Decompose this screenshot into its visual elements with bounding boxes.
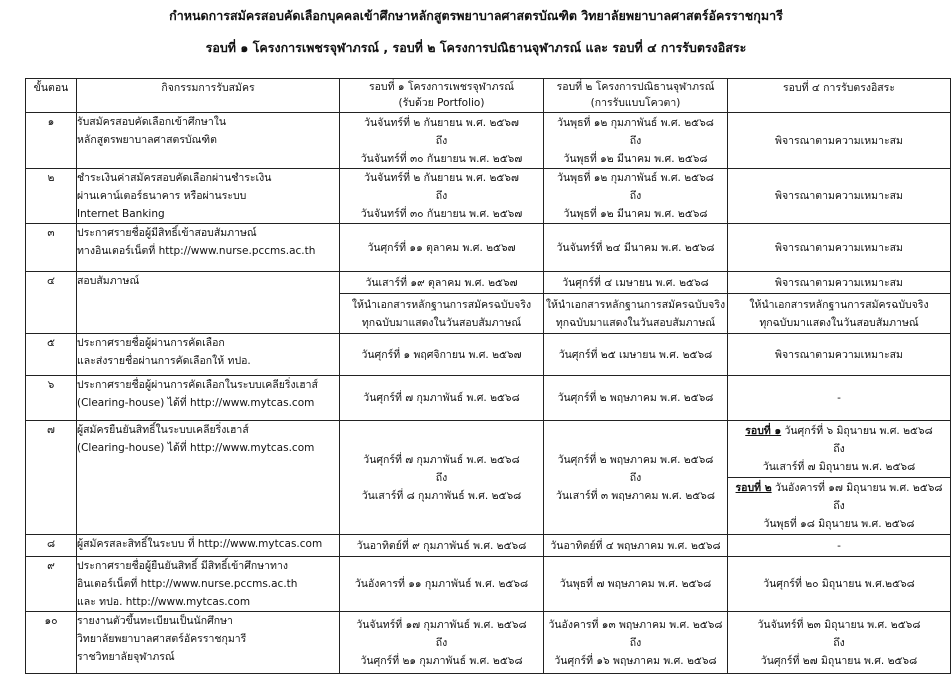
activity-cell — [77, 421, 340, 535]
sub-round-label: รอบที่ ๒ — [735, 482, 772, 494]
interview-note: ให้นำเอกสารหลักฐานการสมัครฉบับจริง — [351, 298, 532, 311]
schedule-table — [25, 78, 951, 674]
table-row — [26, 272, 951, 334]
activity-line: ผ่านเคาน์เตอร์ธนาคาร หรือผ่านระบบ — [77, 190, 247, 202]
sub-round-label: รอบที่ ๑ — [745, 425, 782, 437]
activity-line: ประกาศรายชื่อผู้ยืนยันสิทธิ์ มีสิทธิ์เข้าศึกษาทาง — [77, 560, 288, 572]
round4-date-cell: พิจารณาตามความเหมาะสม — [728, 334, 951, 376]
table-row — [26, 169, 951, 224]
round2-date-cell: วันพุธที่ ๑๒ กุมภาพันธ์ พ.ศ. ๒๕๖๘ ถึง วันพุธที่ ๑๒ มีนาคม พ.ศ. ๒๕๖๘ — [544, 113, 728, 169]
round1-date-cell: วันจันทร์ที่ ๒ กันยายน พ.ศ. ๒๕๖๗ ถึง วันจันทร์ที่ ๓๐ กันยายน พ.ศ. ๒๕๖๗ — [340, 169, 544, 224]
round2-date-cell: วันศุกร์ที่ ๒ พฤษภาคม พ.ศ. ๒๕๖๘ — [544, 376, 728, 421]
activity-line: และ ทปอ. http://www.mytcas.com — [77, 596, 251, 608]
activity-line: อินเตอร์เน็ตที่ http://www.nurse.pccms.ac.th — [77, 578, 298, 590]
step-number: ๕ — [26, 334, 77, 376]
round1-date-cell: วันอังคารที่ ๑๑ กุมภาพันธ์ พ.ศ. ๒๕๖๘ — [340, 557, 544, 612]
step-number: ๑ — [26, 113, 77, 169]
round1-date-cell — [340, 272, 544, 334]
round1-date-cell: วันอาทิตย์ที่ ๙ กุมภาพันธ์ พ.ศ. ๒๕๖๘ — [340, 535, 544, 557]
interview-date: วันศุกร์ที่ ๔ เมษายน พ.ศ. ๒๕๖๘ — [562, 276, 709, 289]
round4-date-cell: พิจารณาตามความเหมาะสม — [728, 169, 951, 224]
round2-date-cell — [544, 272, 728, 334]
step-number: ๖ — [26, 376, 77, 421]
step-number: ๔ — [26, 272, 77, 334]
step-number: ๘ — [26, 535, 77, 557]
activity-line: ผู้สมัครสละสิทธิ์ในระบบ ที่ http://www.mytcas.com — [77, 538, 323, 550]
round4-date-cell — [728, 421, 951, 535]
activity-line: ชำระเงินค่าสมัครสอบคัดเลือกผ่านชำระเงิน — [77, 172, 272, 184]
activity-line: รายงานตัวขึ้นทะเบียนเป็นนักศึกษา — [77, 615, 233, 627]
sub-round-2: รอบที่ ๒ วันอังคารที่ ๑๗ มิถุนายน พ.ศ. ๒๕๖๘ ถึง วันพุธที่ ๑๘ มิถุนายน พ.ศ. ๒๕๖๘ — [728, 477, 950, 534]
activity-cell — [77, 612, 340, 674]
activity-line: วิทยาลัยพยาบาลศาสตร์อัครราชกุมารี — [77, 633, 247, 645]
activity-line: หลักสูตรพยาบาลศาสตรบัณฑิต — [77, 134, 217, 146]
activity-line: ทางอินเตอร์เน็ตที่ http://www.nurse.pccms.ac.th — [77, 245, 316, 257]
round4-date-cell: พิจารณาตามความเหมาะสม — [728, 113, 951, 169]
round2-date-cell: วันพุธที่ ๑๒ กุมภาพันธ์ พ.ศ. ๒๕๖๘ ถึง วันพุธที่ ๑๒ มีนาคม พ.ศ. ๒๕๖๘ — [544, 169, 728, 224]
step-number: ๑๐ — [26, 612, 77, 674]
round1-date-cell: วันศุกร์ที่ ๗ กุมภาพันธ์ พ.ศ. ๒๕๖๘ — [340, 376, 544, 421]
round4-date-cell: - — [728, 376, 951, 421]
activity-cell — [77, 334, 340, 376]
round1-date-cell: วันศุกร์ที่ ๑ พฤศจิกายน พ.ศ. ๒๕๖๗ — [340, 334, 544, 376]
activity-line: ประกาศรายชื่อผู้ผ่านการคัดเลือกในระบบเคลียริ่งเฮาส์ — [77, 379, 318, 391]
activity-cell — [77, 113, 340, 169]
activity-cell — [77, 557, 340, 612]
round2-date-cell: วันศุกร์ที่ ๒๕ เมษายน พ.ศ. ๒๕๖๘ — [544, 334, 728, 376]
activity-line: และส่งรายชื่อผ่านการคัดเลือกให้ ทปอ. — [77, 355, 251, 367]
round4-date-cell: - — [728, 535, 951, 557]
table-row — [26, 421, 951, 535]
page-title-line2: รอบที่ ๑ โครงการเพชรจุฬาภรณ์ , รอบที่ ๒ โครงการปณิธานจุฬาภรณ์ และ รอบที่ ๔ การรับตรงอิสระ — [205, 40, 747, 55]
round4-date-cell — [728, 272, 951, 334]
interview-note: ทุกฉบับมาแสดงในวันสอบสัมภาษณ์ — [361, 316, 522, 329]
header-round4: รอบที่ ๔ การรับตรงอิสระ — [728, 79, 951, 113]
activity-cell — [77, 224, 340, 272]
header-round1: รอบที่ ๑ โครงการเพชรจุฬาภรณ์ (รับด้วย Portfolio) — [340, 79, 544, 113]
activity-cell — [77, 376, 340, 421]
step-number: ๗ — [26, 421, 77, 535]
table-row — [26, 113, 951, 169]
table-row — [26, 535, 951, 557]
activity-line: รับสมัครสอบคัดเลือกเข้าศึกษาใน — [77, 116, 227, 128]
round4-date-cell: วันจันทร์ที่ ๒๓ มิถุนายน พ.ศ. ๒๕๖๘ ถึง วันศุกร์ที่ ๒๗ มิถุนายน พ.ศ. ๒๕๖๘ — [728, 612, 951, 674]
activity-cell — [77, 169, 340, 224]
activity-cell — [77, 272, 340, 334]
round1-date-cell: วันศุกร์ที่ ๑๑ ตุลาคม พ.ศ. ๒๕๖๗ — [340, 224, 544, 272]
round4-date-cell: วันศุกร์ที่ ๒๐ มิถุนายน พ.ศ.๒๕๖๘ — [728, 557, 951, 612]
activity-line: (Clearing-house) ได้ที่ http://www.mytcas.com — [77, 442, 315, 454]
interview-date: วันเสาร์ที่ ๑๙ ตุลาคม พ.ศ. ๒๕๖๗ — [365, 276, 518, 289]
page-title-line1: กำหนดการสมัครสอบคัดเลือกบุคคลเข้าศึกษาหลักสูตรพยาบาลศาสตรบัณฑิต วิทยาลัยพยาบาลศาสตร์อัครราชกุมารี — [169, 8, 783, 23]
activity-line: ประกาศรายชื่อผู้มีสิทธิ์เข้าสอบสัมภาษณ์ — [77, 227, 257, 239]
round2-date-cell: วันพุธที่ ๗ พฤษภาคม พ.ศ. ๒๕๖๘ — [544, 557, 728, 612]
activity-line: ผู้สมัครยืนยันสิทธิ์ในระบบเคลียริ่งเฮาส์ — [77, 424, 249, 436]
activity-line: สอบสัมภาษณ์ — [77, 275, 140, 287]
header-activity: กิจกรรมการรับสมัคร — [77, 79, 340, 113]
table-row — [26, 334, 951, 376]
round2-date-cell: วันศุกร์ที่ ๒ พฤษภาคม พ.ศ. ๒๕๖๘ ถึง วันเสาร์ที่ ๓ พฤษภาคม พ.ศ. ๒๕๖๘ — [544, 421, 728, 535]
table-row — [26, 557, 951, 612]
sub-round-1: รอบที่ ๑ วันศุกร์ที่ ๖ มิถุนายน พ.ศ. ๒๕๖๘ ถึง วันเสาร์ที่ ๗ มิถุนายน พ.ศ. ๒๕๖๘ — [745, 425, 933, 473]
header-step: ขั้นตอน — [26, 79, 77, 113]
step-number: ๙ — [26, 557, 77, 612]
round4-date-cell: พิจารณาตามความเหมาะสม — [728, 224, 951, 272]
round2-date-cell: วันอาทิตย์ที่ ๔ พฤษภาคม พ.ศ. ๒๕๖๘ — [544, 535, 728, 557]
activity-line: ราชวิทยาลัยจุฬาภรณ์ — [77, 651, 175, 663]
step-number: ๒ — [26, 169, 77, 224]
interview-note: ทุกฉบับมาแสดงในวันสอบสัมภาษณ์ — [555, 316, 716, 329]
interview-date: พิจารณาตามความเหมาะสม — [775, 276, 903, 289]
interview-note: ให้นำเอกสารหลักฐานการสมัครฉบับจริง — [749, 298, 929, 311]
round1-date-cell: วันจันทร์ที่ ๑๗ กุมภาพันธ์ พ.ศ. ๒๕๖๘ ถึง วันศุกร์ที่ ๒๑ กุมภาพันธ์ พ.ศ. ๒๕๖๘ — [340, 612, 544, 674]
header-row — [26, 79, 951, 113]
round1-date-cell: วันศุกร์ที่ ๗ กุมภาพันธ์ พ.ศ. ๒๕๖๘ ถึง วันเสาร์ที่ ๘ กุมภาพันธ์ พ.ศ. ๒๕๖๘ — [340, 421, 544, 535]
activity-line: (Clearing-house) ได้ที่ http://www.mytcas.com — [77, 397, 315, 409]
table-row — [26, 224, 951, 272]
interview-note: ทุกฉบับมาแสดงในวันสอบสัมภาษณ์ — [759, 316, 919, 329]
round1-date-cell: วันจันทร์ที่ ๒ กันยายน พ.ศ. ๒๕๖๗ ถึง วันจันทร์ที่ ๓๐ กันยายน พ.ศ. ๒๕๖๗ — [340, 113, 544, 169]
activity-line: ประกาศรายชื่อผู้ผ่านการคัดเลือก — [77, 337, 225, 349]
round2-date-cell: วันอังคารที่ ๑๓ พฤษภาคม พ.ศ. ๒๕๖๘ ถึง วันศุกร์ที่ ๑๖ พฤษภาคม พ.ศ. ๒๕๖๘ — [544, 612, 728, 674]
activity-line: Internet Banking — [77, 208, 165, 220]
table-row — [26, 612, 951, 674]
table-row — [26, 376, 951, 421]
header-round2: รอบที่ ๒ โครงการปณิธานจุฬาภรณ์ (การรับแบบโควตา) — [544, 79, 728, 113]
round2-date-cell: วันจันทร์ที่ ๒๔ มีนาคม พ.ศ. ๒๕๖๘ — [544, 224, 728, 272]
activity-cell — [77, 535, 340, 557]
step-number: ๓ — [26, 224, 77, 272]
interview-note: ให้นำเอกสารหลักฐานการสมัครฉบับจริง — [545, 298, 726, 311]
